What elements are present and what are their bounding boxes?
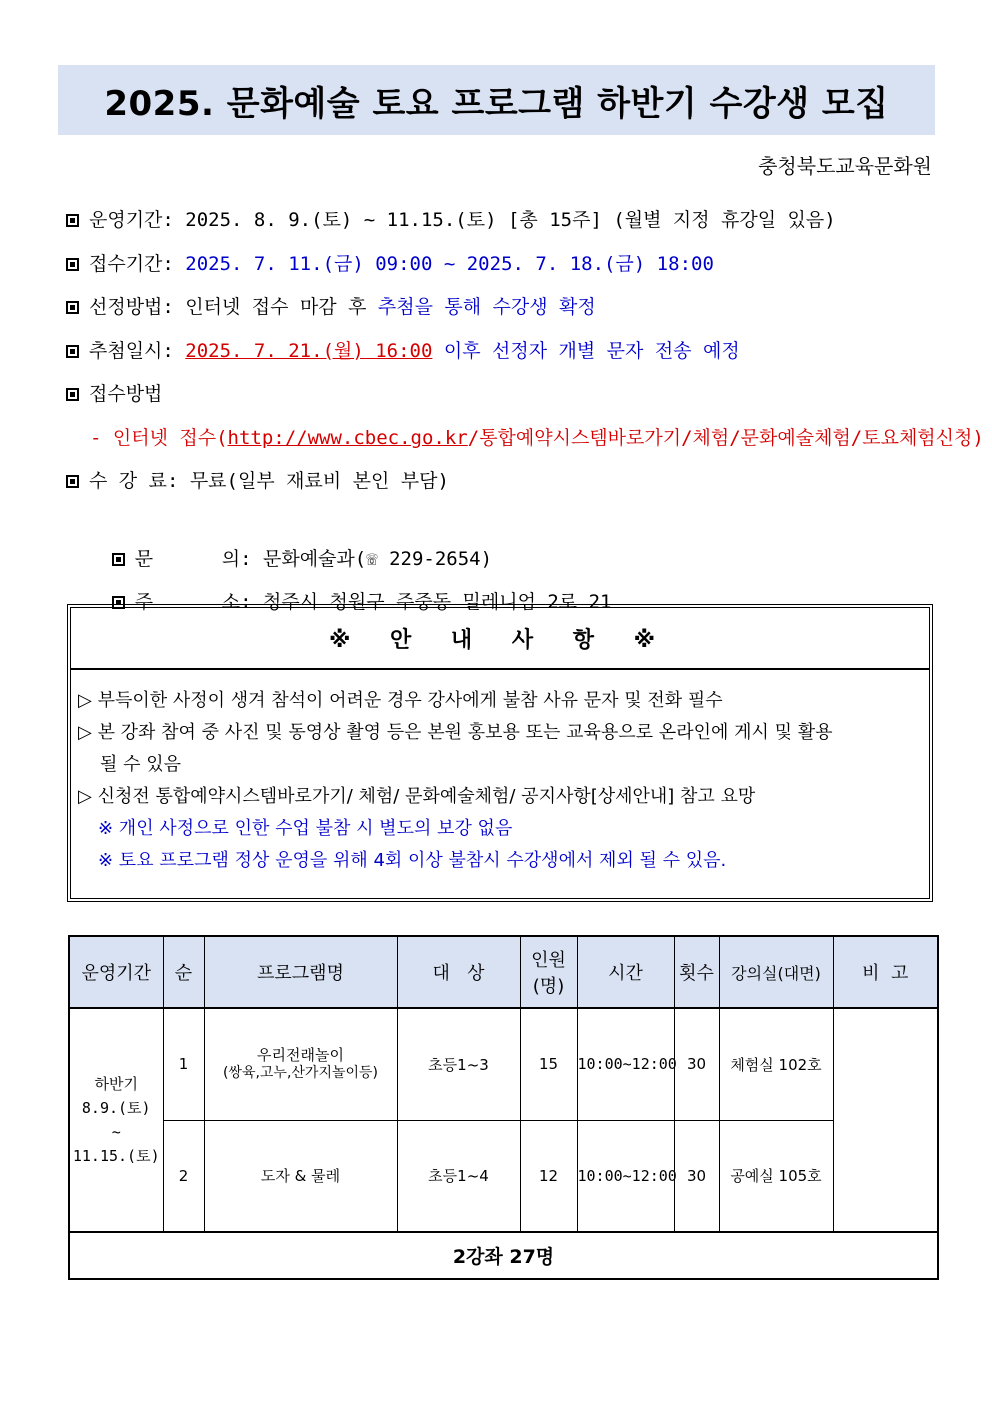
cell-target: 초등1~3 [397,1008,520,1120]
table-total: 2강좌 27명 [69,1232,938,1279]
info-contact: 문 의: 문화예술과(☏ 229-2654) [66,508,946,552]
header-count: 횟수 [674,936,719,1008]
notice-note: ※ 개인 사정으로 인한 수업 불참 시 별도의 보강 없음 [98,818,513,839]
cell-count: 30 [674,1120,719,1232]
square-bullet-icon [66,301,79,314]
cell-program: 우리전래놀이 (쌍육,고누,산가지놀이등) [204,1008,397,1120]
page-title: 2025. 문화예술 토요 프로그램 하반기 수강생 모집 [104,83,889,124]
cell-time: 10:00~12:00 [577,1008,674,1120]
square-bullet-icon [66,475,79,488]
notice-body [78,685,924,877]
cell-target: 초등1~4 [397,1120,520,1232]
notice-item: ▷ 부득이한 사정이 생겨 참석이 어려운 경우 강사에게 불참 사유 문자 및 전화 필수 [78,690,723,711]
notice-item: ▷ 신청전 통합예약시스템바로가기/ 체험/ 문화예술체험/ 공지사항[상세안내] 참고 요망 [78,786,756,807]
info-fee: 수 강 료: 무료(일부 재료비 본인 부담) [66,464,946,508]
square-bullet-icon [112,553,125,566]
notice-title: ※ 안 내 사 항 ※ [71,608,929,670]
square-bullet-icon [66,258,79,271]
header-period: 운영기간 [69,936,163,1008]
table-row [69,1120,938,1232]
cell-people: 15 [520,1008,577,1120]
website-link[interactable]: http://www.cbec.go.kr [227,426,468,449]
info-period: 운영기간: 2025. 8. 9.(토) ~ 11.15.(토) [총 15주] (월별 지정 휴강일 있음) [66,203,946,247]
cell-number: 2 [163,1120,204,1232]
info-selection-method: 선정방법: 인터넷 접수 마감 후 추첨을 통해 수강생 확정 [66,290,946,334]
square-bullet-icon [66,388,79,401]
notice-box [67,604,933,902]
square-bullet-icon [66,214,79,227]
cell-people: 12 [520,1120,577,1232]
cell-remarks [833,1008,938,1232]
info-draw-date: 추첨일시: 2025. 7. 21.(월) 16:00 이후 선정자 개별 문자 전송 예정 [66,334,946,378]
info-apply-period: 접수기간: 2025. 7. 11.(금) 09:00 ~ 2025. 7. 18.(금) 18:00 [66,247,946,291]
header-people: 인원 (명) [520,936,577,1008]
header-remarks: 비 고 [833,936,938,1008]
info-apply-method-detail: - 인터넷 접수(http://www.cbec.go.kr/통합예약시스템바로가기/체험/문화예술체험/토요체험신청) [90,426,984,449]
square-bullet-icon [66,345,79,358]
cell-program: 도자 & 물레 [204,1120,397,1232]
cell-room: 공예실 105호 [719,1120,833,1232]
header-time: 시간 [577,936,674,1008]
cell-room: 체험실 102호 [719,1008,833,1120]
notice-item: ▷ 본 강좌 참여 중 사진 및 동영상 촬영 등은 본원 홍보용 또는 교육용으로 온라인에 게시 및 활용 [78,722,833,743]
cell-count: 30 [674,1008,719,1120]
table-row [69,1008,938,1120]
info-address: 주 소: 청주시 청원구 주중동 밀레니엄 2로 21 [66,551,946,595]
info-list [66,203,984,613]
cell-time: 10:00~12:00 [577,1120,674,1232]
organization-name: 충청북도교육문화원 [758,154,932,178]
header-program: 프로그램명 [204,936,397,1008]
header-number: 순 [163,936,204,1008]
notice-note: ※ 토요 프로그램 정상 운영을 위해 4회 이상 불참시 수강생에서 제외 될 수 있음. [98,850,727,871]
period-cell: 하반기 8.9.(토) ~ 11.15.(토) [69,1008,163,1232]
cell-number: 1 [163,1008,204,1120]
program-table [68,935,939,1280]
notice-item-continued: 될 수 있음 [100,754,181,775]
header-room: 강의실(대면) [719,936,833,1008]
header-target: 대 상 [397,936,520,1008]
info-apply-method: 접수방법 [66,377,946,421]
title-banner [58,65,935,135]
